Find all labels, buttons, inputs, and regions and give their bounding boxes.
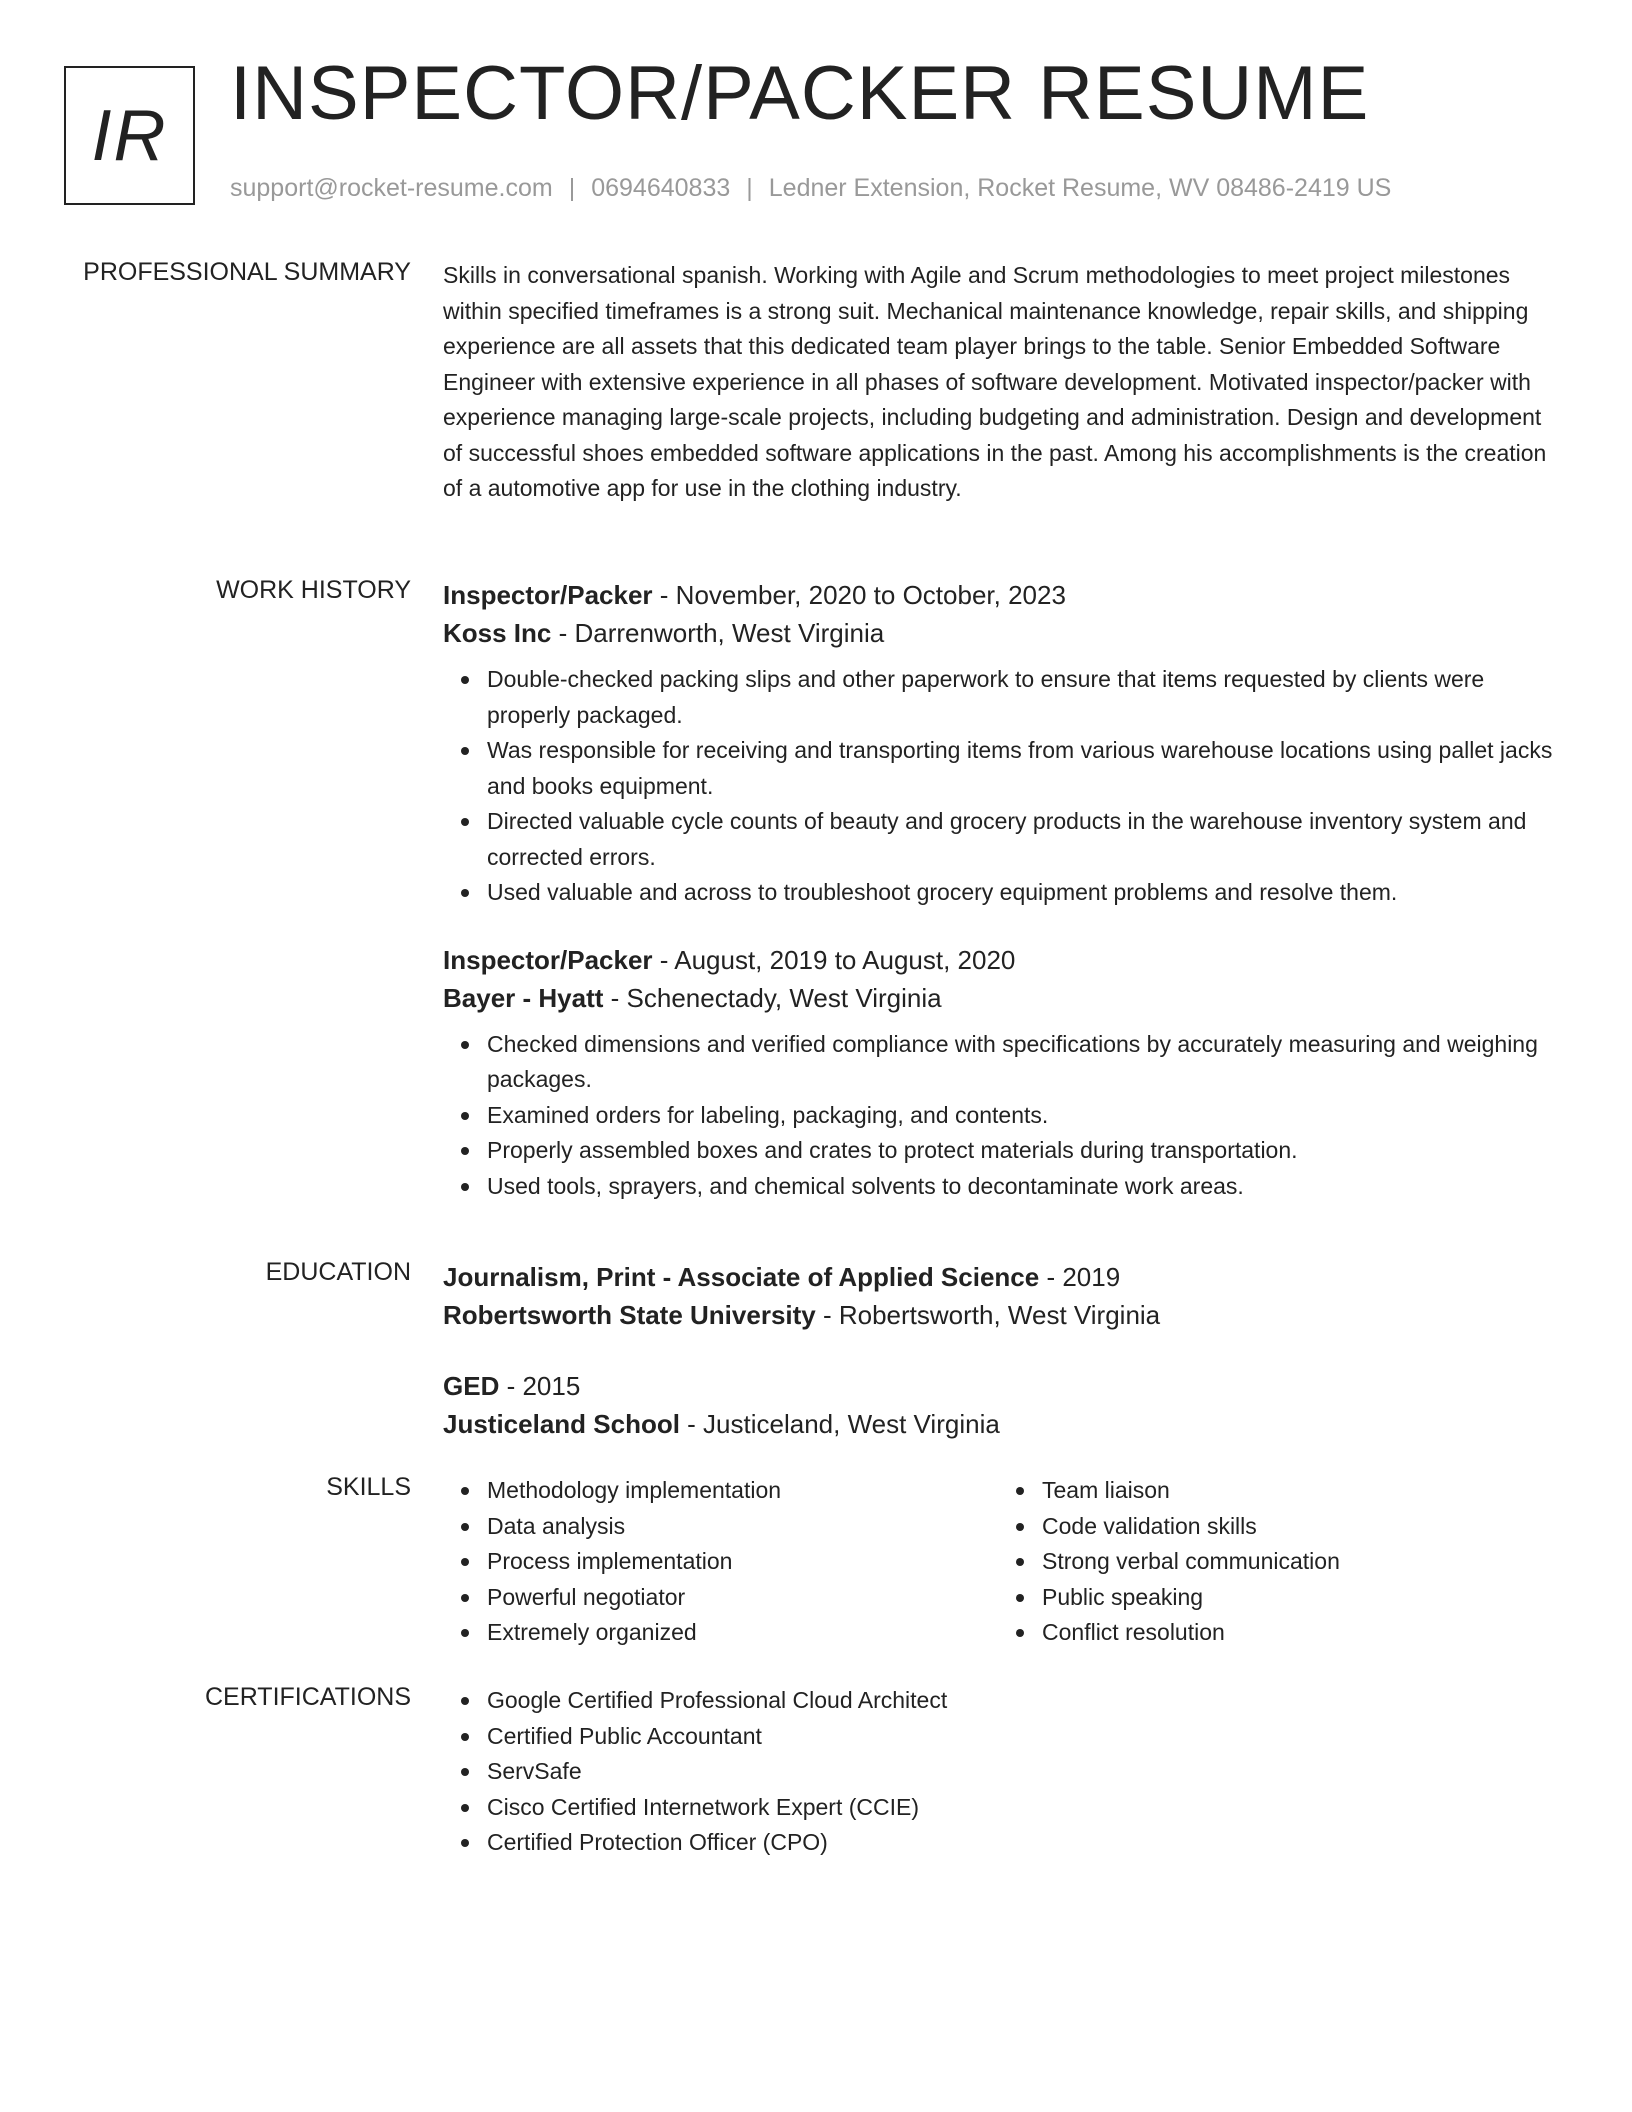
education-location: - Justiceland, West Virginia (679, 1409, 1000, 1439)
job-bullet: Was responsible for receiving and transporting items from various warehouse locations using pallet jacks and books equipment. (487, 733, 1553, 804)
education-school: Justiceland School (443, 1409, 680, 1439)
skill-item: Data analysis (487, 1509, 998, 1545)
contact-email: support@rocket-resume.com (230, 174, 553, 202)
skill-item: Process implementation (487, 1544, 998, 1580)
contact-phone: 0694640833 (591, 174, 731, 202)
job-title: Inspector/Packer (443, 580, 653, 610)
job-entry (443, 941, 1553, 1205)
skills-body (443, 1473, 1553, 1651)
skills-list-right (998, 1473, 1553, 1651)
certifications-list (443, 1683, 1553, 1861)
education-entry (443, 1367, 1553, 1443)
education-school: Robertsworth State University (443, 1300, 816, 1330)
education-school-line (443, 1405, 1553, 1443)
education-year: - 2015 (499, 1371, 581, 1401)
education-degree-line (443, 1258, 1553, 1296)
section-label-education: EDUCATION (265, 1258, 411, 1286)
job-bullet: Double-checked packing slips and other paperwork to ensure that items requested by clients were properly packaged. (487, 662, 1553, 733)
certification-item: Certified Protection Officer (CPO) (487, 1825, 1553, 1861)
job-bullet: Examined orders for labeling, packaging, and contents. (487, 1098, 1553, 1134)
skill-item: Code validation skills (1042, 1509, 1553, 1545)
job-bullet: Directed valuable cycle counts of beauty and grocery products in the warehouse inventory system and corrected errors. (487, 804, 1553, 875)
section-label-skills: SKILLS (326, 1473, 411, 1501)
job-entry (443, 576, 1553, 911)
certification-item: ServSafe (487, 1754, 1553, 1790)
section-label-certifications: CERTIFICATIONS (204, 1683, 411, 1711)
education-location: - Robertsworth, West Virginia (815, 1300, 1161, 1330)
resume-title: INSPECTOR/PACKER RESUME (230, 51, 1370, 136)
contact-separator: | (568, 174, 576, 202)
job-company: Koss Inc (443, 618, 552, 648)
section-label-summary: PROFESSIONAL SUMMARY (83, 258, 411, 286)
skill-item: Strong verbal communication (1042, 1544, 1553, 1580)
education-school-line (443, 1296, 1553, 1334)
job-bullet: Used valuable and across to troubleshoot grocery equipment problems and resolve them. (487, 875, 1553, 911)
contact-address: Ledner Extension, Rocket Resume, WV 08486-2419 US (768, 174, 1392, 202)
skill-item: Powerful negotiator (487, 1580, 998, 1616)
section-label-work: WORK HISTORY (216, 576, 411, 604)
monogram-initials: IR (91, 95, 168, 176)
job-bullet: Checked dimensions and verified compliance with specifications by accurately measuring and weighing packages. (487, 1027, 1553, 1098)
job-title: Inspector/Packer (443, 944, 653, 975)
job-location: - Schenectady, West Virginia (603, 982, 942, 1013)
contact-info (230, 174, 1391, 203)
skill-item: Public speaking (1042, 1580, 1553, 1616)
certifications-body (443, 1683, 1553, 1861)
certification-item: Cisco Certified Internetwork Expert (CCIE) (487, 1790, 1553, 1826)
job-title-line (443, 576, 1553, 614)
job-bullets (443, 1027, 1553, 1205)
job-dates: - November, 2020 to October, 2023 (652, 580, 1066, 610)
certification-item: Google Certified Professional Cloud Architect (487, 1683, 1553, 1719)
skill-item: Conflict resolution (1042, 1615, 1553, 1651)
skill-item: Team liaison (1042, 1473, 1553, 1509)
job-dates: - August, 2019 to August, 2020 (652, 944, 1016, 975)
job-bullets (443, 662, 1553, 911)
monogram-logo (64, 66, 195, 205)
education-degree: GED (443, 1371, 500, 1401)
education-degree: Journalism, Print - Associate of Applied Science (443, 1262, 1040, 1292)
contact-separator: | (746, 174, 753, 202)
certification-item: Certified Public Accountant (487, 1719, 1553, 1755)
education-degree-line (443, 1367, 1553, 1405)
skill-item: Extremely organized (487, 1615, 998, 1651)
education-entry (443, 1258, 1553, 1334)
education-body (443, 1258, 1553, 1443)
job-title-line (443, 941, 1553, 979)
skills-list-left (443, 1473, 998, 1651)
education-year: - 2019 (1039, 1262, 1121, 1292)
job-company: Bayer - Hyatt (443, 982, 604, 1013)
job-bullet: Used tools, sprayers, and chemical solvents to decontaminate work areas. (487, 1169, 1553, 1205)
work-body (443, 576, 1553, 1204)
job-location: - Darrenworth, West Virginia (551, 618, 885, 648)
summary-body (443, 258, 1553, 507)
skill-item: Methodology implementation (487, 1473, 998, 1509)
job-bullet: Properly assembled boxes and crates to protect materials during transportation. (487, 1133, 1553, 1169)
job-company-line (443, 614, 1553, 652)
skills-columns (443, 1473, 1553, 1651)
job-company-line (443, 979, 1553, 1017)
summary-text: Skills in conversational spanish. Working with Agile and Scrum methodologies to meet project milestones within specified timeframes is a strong suit. Mechanical maintenance knowledge, repair skills, and shipping experience are all assets that this dedicated team player brings to the table. Senior Embedded Software Engineer with extensive experience in all phases of software development. Motivated inspector/packer with experience managing large-scale projects, including budgeting and administration. Design and development of successful shoes embedded software applications in the past. Among his accomplishments is the creation of a automotive app for use in the clothing industry. (443, 262, 1547, 501)
